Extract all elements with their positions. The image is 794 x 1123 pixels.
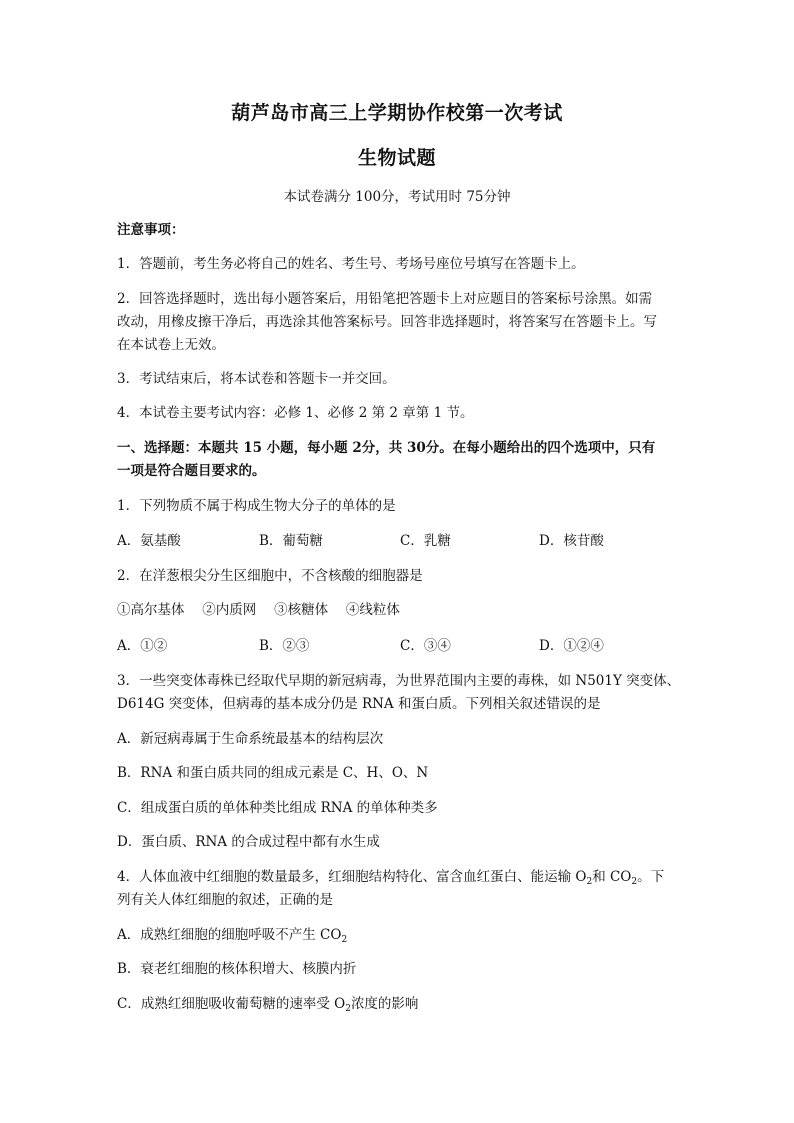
note-item: 改动，用橡皮擦干净后，再选涂其他答案标号。回答非选择题时，将答案写在答题卡上。写	[117, 314, 657, 330]
q2-option-b: B．②③	[259, 638, 310, 654]
exam-title: 葫芦岛市高三上学期协作校第一次考试	[231, 102, 563, 124]
question-2-stem: 2．在洋葱根尖分生区细胞中，不含核酸的细胞器是	[117, 568, 423, 584]
q2-option-d: D．①②④	[539, 638, 604, 654]
subscript: 2	[631, 877, 638, 887]
q4-option-a	[117, 924, 682, 947]
note-item: 1．答题前，考生务必将自己的姓名、考生号、考场号座位号填写在答题卡上。	[117, 256, 585, 272]
q2-items: ①高尔基体 ②内质网 ③核糖体 ④线粒体	[117, 602, 400, 618]
notes-heading: 注意事项：	[117, 222, 185, 238]
question-1-stem: 1．下列物质不属于构成生物大分子的单体的是	[117, 498, 396, 514]
subscript: 2	[341, 935, 348, 945]
q4-option-a-text: A．成熟红细胞的细胞呼吸不产生 CO	[117, 927, 342, 943]
q3-option-d: D．蛋白质、RNA 的合成过程中都有水生成	[117, 834, 380, 850]
q1-option-d: D．核苷酸	[539, 533, 604, 549]
q2-option-a: A．①②	[117, 638, 168, 654]
question-4-stem-cont: 列有关人体红细胞的叙述，正确的是	[117, 892, 333, 908]
q4-option-c-text: 浓度的影响	[350, 996, 419, 1012]
q4-option-c-text: C．成熟红细胞吸收葡萄糖的速率受 O	[117, 996, 346, 1012]
q1-option-b: B．葡萄糖	[259, 533, 323, 549]
subscript: 2	[345, 1004, 351, 1014]
q2-option-c: C．③④	[400, 638, 451, 654]
q3-option-b: B．RNA 和蛋白质共同的组成元素是 C、H、O、N	[117, 765, 429, 781]
q4-option-c	[117, 993, 682, 1016]
section-heading-cont: 一项是符合题目要求的。	[117, 463, 266, 479]
q4-stem-part: 4．人体血液中红细胞的数量最多，红细胞结构特化、富含血红蛋白、能运输 O	[117, 869, 587, 885]
q4-stem-part: 。下	[637, 869, 665, 885]
q3-option-a: A．新冠病毒属于生命系统最基本的结构层次	[117, 731, 384, 747]
question-3-stem: 3．一些突变体毒株已经取代早期的新冠病毒，为世界范围内主要的毒株，如 N501Y 突变体、	[117, 673, 681, 689]
question-4-stem	[117, 866, 682, 889]
note-item: 在本试卷上无效。	[117, 337, 225, 353]
q4-stem-part: 和 CO	[592, 869, 632, 885]
subject-title: 生物试题	[357, 147, 436, 169]
note-item: 3．考试结束后，将本试卷和答题卡一并交回。	[117, 371, 396, 387]
exam-info: 本试卷满分 100分，考试用时 75分钟	[283, 189, 511, 205]
section-heading: 一、选择题：本题共 15 小题，每小题 2分，共 30分。在每小题给出的四个选项中，只有	[117, 440, 656, 456]
subscript: 2	[586, 877, 593, 887]
q1-option-c: C．乳糖	[400, 533, 451, 549]
q3-option-c: C．组成蛋白质的单体种类比组成 RNA 的单体种类多	[117, 800, 438, 816]
q1-option-a: A．氨基酸	[117, 533, 181, 549]
note-item: 2．回答选择题时，选出每小题答案后，用铅笔把答题卡上对应题目的答案标号涂黑。如需	[117, 291, 653, 307]
note-item: 4．本试卷主要考试内容：必修 1、必修 2 第 2 章第 1 节。	[117, 405, 474, 421]
q4-option-b: B．衰老红细胞的核体积增大、核膜内折	[117, 961, 357, 977]
question-3-stem-cont: D614G 突变体，但病毒的基本成分仍是 RNA 和蛋白质。下列相关叙述错误的是	[117, 696, 601, 712]
